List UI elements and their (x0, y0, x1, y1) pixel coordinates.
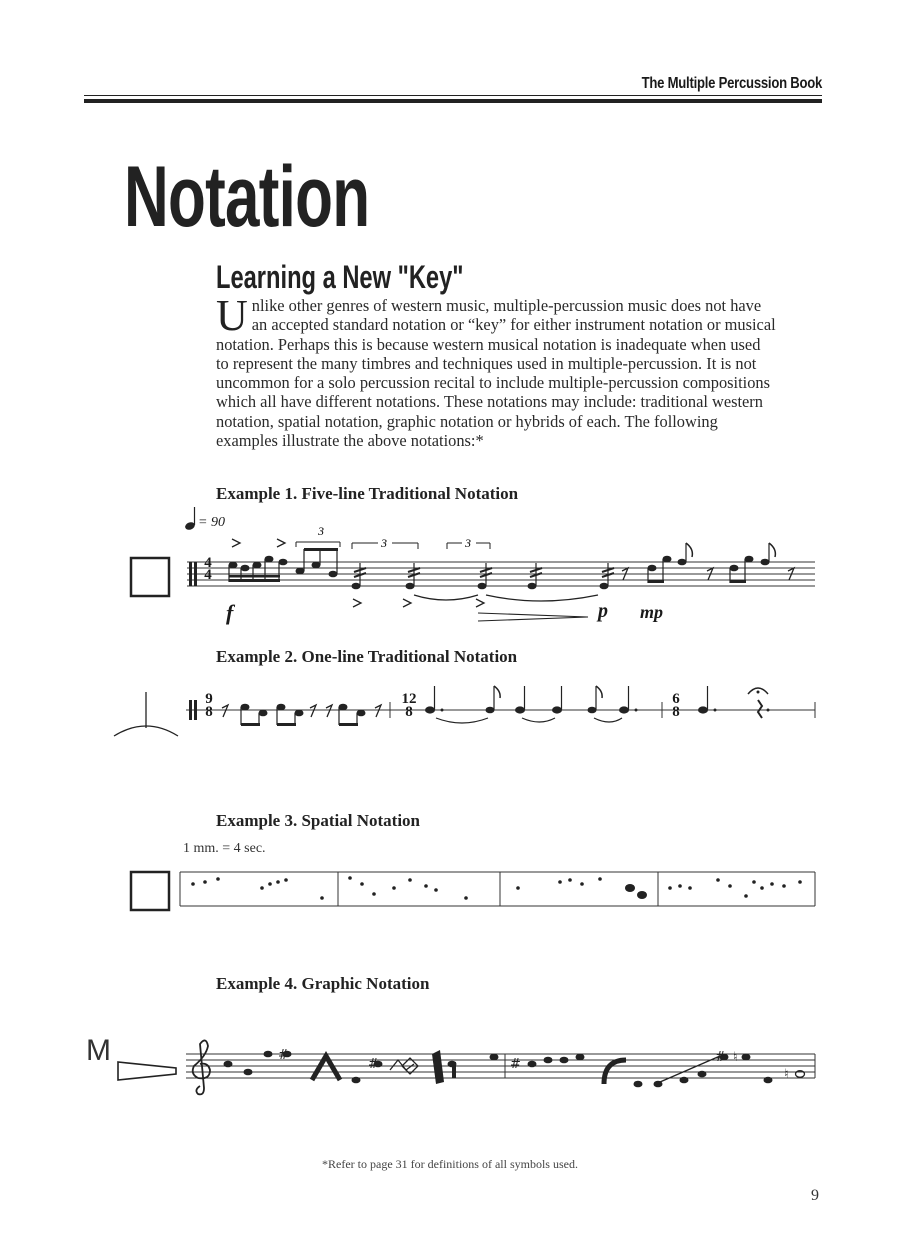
time-signature-6-8: 6 8 (672, 691, 680, 720)
svg-text:#: # (715, 1050, 726, 1065)
treble-clef-icon (193, 1040, 210, 1094)
footnote: *Refer to page 31 for definitions of all symbols used. (322, 1157, 578, 1171)
example-4-label: Example 4. Graphic Notation (216, 974, 430, 993)
tuplet-3: 3 (381, 536, 387, 550)
slash-mark-icon (432, 1050, 444, 1084)
example-4-staff (0, 1020, 900, 1110)
page-title: Notation (124, 149, 370, 245)
svg-text:#: # (278, 1048, 289, 1063)
svg-text:#: # (368, 1057, 379, 1072)
example-3-label: Example 3. Spatial Notation (216, 811, 421, 830)
example-2-label: Example 2. One-line Traditional Notation (216, 647, 518, 666)
drop-cap: U (216, 291, 248, 340)
body-paragraph (216, 291, 776, 451)
page-number: 9 (811, 1187, 819, 1204)
wedge-instrument-icon (118, 1062, 176, 1080)
time-signature: 4 4 (204, 555, 212, 583)
svg-text:♮: ♮ (733, 1050, 738, 1065)
instrument-square-icon (131, 872, 169, 910)
section-heading: Learning a New "Key" (216, 259, 464, 295)
time-signature-9-8: 9 8 (205, 691, 213, 720)
dynamic-mp: mp (640, 602, 664, 622)
tuplet-3: 3 (465, 536, 471, 550)
tuplet-3: 3 (318, 524, 324, 538)
svg-text:♮: ♮ (784, 1067, 789, 1082)
example-3-staff (0, 862, 900, 922)
instrument-symbol-m: M (86, 1034, 111, 1067)
body-text: nlike other genres of western music, multiple-percussion music does not have an accepted standard notation or “key” for either instrument notation or musical notation. Perhaps this is because western musical notation is inadequate when used to represent the many timbres and techniques used in multiple-percussion. It is not uncommon for a solo percussion recital to include multiple-percussion compositions which all have different notations. These notations may include: traditional western notation, spatial notation, graphic notation or hybrids of each. The following examples illustrate the above notations:* (216, 296, 776, 451)
scale-label: 1 mm. = 4 sec. (183, 841, 266, 856)
dynamic-p: p (598, 600, 608, 622)
header-rule-thick (84, 99, 822, 103)
percussion-clef-icon (189, 562, 192, 586)
header-rule-thin (84, 95, 822, 96)
running-head: The Multiple Percussion Book (641, 75, 822, 92)
example-1-label: Example 1. Five-line Traditional Notation (216, 484, 519, 503)
dynamic-f: f (226, 600, 234, 625)
example-2-staff (0, 680, 900, 760)
note-head (229, 562, 238, 569)
instrument-square-icon (131, 558, 169, 596)
example-1-staff (0, 505, 900, 635)
svg-text:#: # (510, 1057, 521, 1072)
tempo-marking: = 90 (198, 515, 225, 530)
time-signature-12-8: 12 8 (401, 691, 417, 720)
